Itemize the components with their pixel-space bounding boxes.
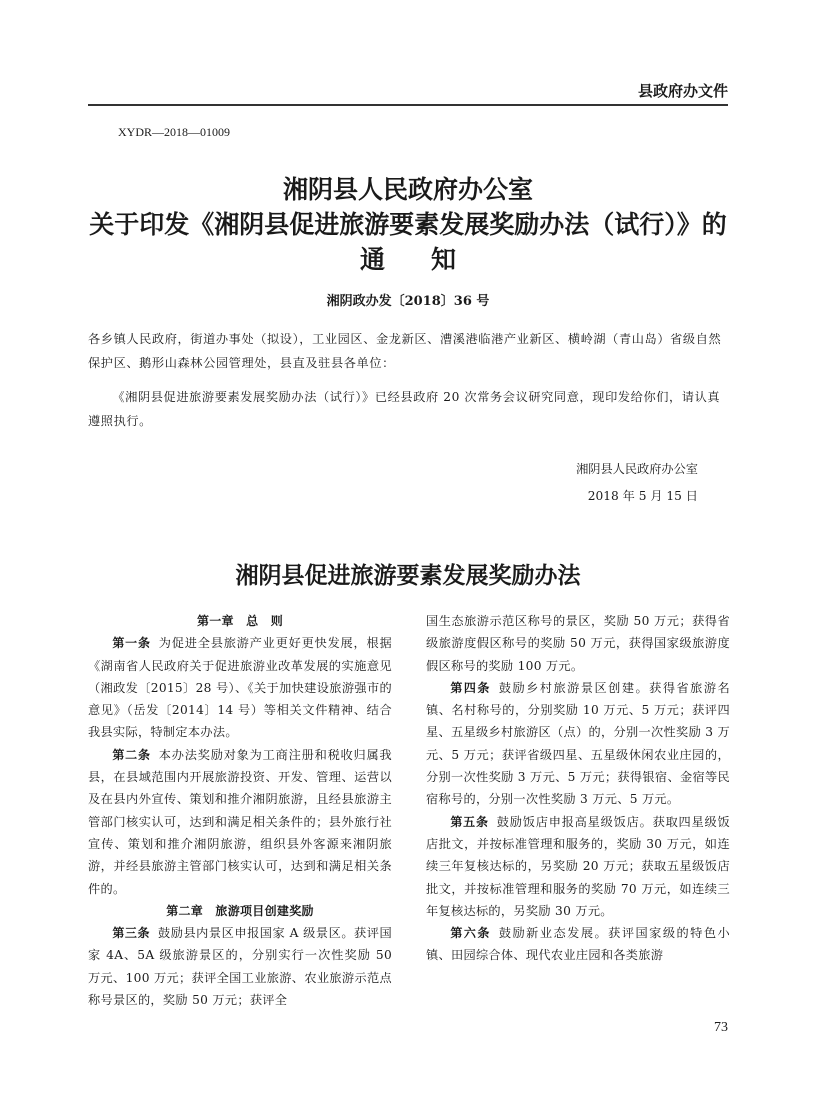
- article-label: 第二条: [112, 747, 151, 762]
- article-text: 为促进全县旅游产业更好更快发展，根据《湖南省人民政府关于促进旅游业改革发展的实施意见（湘政发〔2015〕28 号）、《关于加快建设旅游强市的意见》（岳发〔2014〕14 号）等相关文件精神、结合我县实际，特制定本办法。: [88, 636, 392, 740]
- article-label: 第四条: [450, 680, 491, 695]
- chapter-heading: 第一章 总 则: [196, 614, 284, 628]
- article-text: 鼓励县内景区申报国家 A 级景区。获评国家 4A、5A 级旅游景区的，分别实行一次性奖励 50 万元、100 万元；获评全国工业旅游、农业旅游示范点称号景区的，奖励 50 万元；获评全: [88, 926, 392, 1008]
- header-rule: [88, 104, 728, 106]
- signature: [576, 456, 698, 510]
- article-continuation: 国生态旅游示范区称号的景区，奖励 50 万元；获得省级旅游度假区称号的奖励 50 万元，获得国家级旅游度假区称号的奖励 100 万元。: [426, 614, 730, 673]
- article-text: 鼓励饭店申报高星级饭店。获取四星级饭店批文，并按标准管理和服务的，奖励 30 万元，如连续三年复核达标的，另奖励 20 万元；获取五星级饭店批文，并按标准管理和服务的奖励 70 万元，如连续三年复核达标的，另奖励 30 万元。: [426, 814, 730, 918]
- article: [88, 744, 392, 900]
- chapter-heading: 第二章 旅游项目创建奖励: [166, 903, 314, 918]
- measures-title: 湘阴县促进旅游要素发展奖励办法: [235, 562, 581, 589]
- notice-title: [60, 172, 756, 277]
- article: [426, 922, 730, 967]
- signature-date: 2018 年 5 月 15 日: [587, 489, 698, 503]
- article: [426, 811, 730, 922]
- article-label: 第六条: [450, 926, 491, 941]
- measures-body: [88, 610, 730, 1011]
- title-line-1: 湘阴县人民政府办公室: [282, 175, 533, 204]
- article: [426, 677, 730, 811]
- recipients: 各乡镇人民政府，街道办事处（拟设），工业园区、金龙新区、漕溪港临港产业新区、横岭湖（青山岛）省级自然保护区、鹅形山森林公园管理处，县直及驻县各单位：: [88, 332, 722, 370]
- title-line-3: 通知: [359, 245, 502, 274]
- article-label: 第五条: [450, 814, 489, 829]
- article: [88, 632, 392, 743]
- article: [88, 922, 392, 1011]
- article-label: 第一条: [112, 636, 151, 651]
- title-line-2: 关于印发《湘阴县促进旅游要素发展奖励办法（试行）》的: [89, 210, 727, 239]
- signature-org: 湘阴县人民政府办公室: [576, 462, 698, 476]
- article-text: 本办法奖励对象为工商注册和税收归属我县，在县域范围内开展旅游投资、开发、管理、运营以及在县内外宣传、策划和推介湘阴旅游，且经县旅游主管部门核实认可，达到和满足相关条件的；县外旅行社宣传、策划和推介湘阴旅游，组织县外客源来湘阴旅游，并经县旅游主管部门核实认可，达到和满足相关条件的。: [88, 747, 392, 896]
- notice-body: 《湘阴县促进旅游要素发展奖励办法（试行）》已经县政府 20 次常务会议研究同意，现印发给你们，请认真遵照执行。: [88, 390, 721, 428]
- article-text: 鼓励乡村旅游景区创建。获得省旅游名镇、名村称号的，分别奖励 10 万元、5 万元；获评四星、五星级乡村旅游区（点）的，分别一次性奖励 3 万元、5 万元；获评省级四星、五星级休闲农业庄园的，分别一次性奖励 3 万元、5 万元；获得银宿、金宿等民宿称号的，分别一次性奖励 3 万元、5 万元。: [426, 680, 730, 807]
- document-code: XYDR—2018—01009: [118, 125, 231, 139]
- article-label: 第三条: [112, 926, 150, 941]
- right-column: [426, 610, 730, 1011]
- document-number: 湘阴政办发〔2018〕36 号: [326, 294, 490, 309]
- left-column: [88, 610, 392, 1011]
- header-label: 县政府办文件: [637, 82, 728, 100]
- article-text: 鼓励新业态发展。获评国家级的特色小镇、田园综合体、现代农业庄园和各类旅游: [426, 926, 730, 963]
- page-number: 73: [714, 1020, 728, 1035]
